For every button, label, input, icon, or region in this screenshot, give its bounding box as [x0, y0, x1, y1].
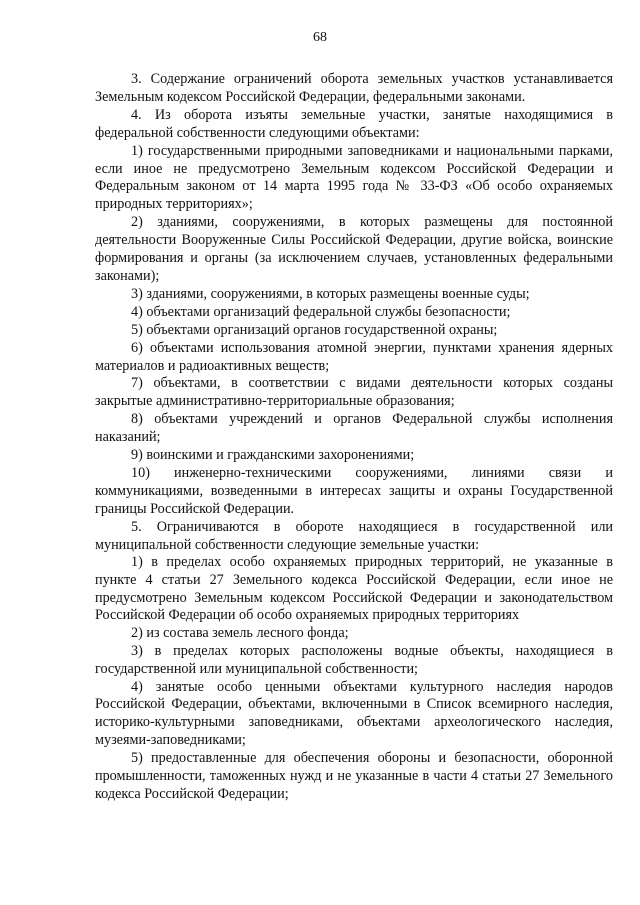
list-item-4-1: 1) государственными природными заповедниками и национальными парками, если иное не предусмотрено Земельным кодексом Российской Федерации и Федеральным законом от 14 марта 1995 года № 33-ФЗ «Об особо охраняемых природных территориях»;: [95, 142, 613, 213]
list-item-4-3: 3) зданиями, сооружениями, в которых размещены военные суды;: [131, 285, 530, 302]
paragraph-4-withdrawn: 4. Из оборота изъяты земельные участки, занятые находящимися в федеральной собственности следующими объектами:: [95, 106, 613, 141]
list-item-4-2: 2) зданиями, сооружениями, в которых размещены для постоянной деятельности Вооруженные Силы Российской Федерации, другие войска, воинские формирования и органы (за исключением случаев, установленных федеральными законами);: [95, 214, 613, 284]
list-item-5-4: 4) занятые особо ценными объектами культурного наследия народов Российской Федерации, объектами, включенными в Список всемирного наследия, историко-культурными заповедниками, объектами археологического наследия, музеями-заповедниками;: [95, 678, 613, 749]
list-item-5-1: 1) в пределах особо охраняемых природных территорий, не указанные в пункте 4 статьи 27 Земельного кодекса Российской Федерации, если иное не предусмотрено Земельным кодексом Российской Федерации и законодательством Российской Федерации об особо охраняемых природных территориях: [95, 554, 613, 624]
page-number: 68: [313, 30, 327, 45]
list-item-4-10: 10) инженерно-техническими сооружениями, линиями связи и коммуникациями, возведенными в интересах защиты и охраны Государственной границы Российской Федерации.: [95, 464, 613, 517]
paragraph-5-limited: 5. Ограничиваются в обороте находящиеся в государственной или муниципальной собственности следующие земельные участки:: [95, 518, 613, 553]
list-item-4-9: 9) воинскими и гражданскими захоронениями;: [131, 447, 415, 464]
list-item-4-5: 5) объектами организаций органов государственной охраны;: [131, 321, 498, 338]
list-item-4-6: 6) объектами использования атомной энергии, пунктами хранения ядерных материалов и радиоактивных веществ;: [95, 339, 613, 374]
list-item-5-2: 2) из состава земель лесного фонда;: [131, 624, 349, 641]
list-item-4-4: 4) объектами организаций федеральной службы безопасности;: [131, 303, 511, 320]
list-item-4-7: 7) объектами, в соответствии с видами деятельности которых созданы закрытые административно-территориальные образования;: [95, 375, 613, 410]
list-item-5-3: 3) в пределах которых расположены водные объекты, находящиеся в государственной или муниципальной собственности;: [95, 642, 613, 677]
list-item-5-5: 5) предоставленные для обеспечения обороны и безопасности, оборонной промышленности, таможенных нужд и не указанные в части 4 статьи 27 Земельного кодекса Российской Федерации;: [95, 750, 613, 802]
document-body: [95, 71, 613, 804]
list-item-4-8: 8) объектами учреждений и органов Федеральной службы исполнения наказаний;: [95, 411, 613, 446]
paragraph-3-restrictions: 3. Содержание ограничений оборота земельных участков устанавливается Земельным кодексом Российской Федерации, федеральными законами.: [95, 71, 613, 105]
